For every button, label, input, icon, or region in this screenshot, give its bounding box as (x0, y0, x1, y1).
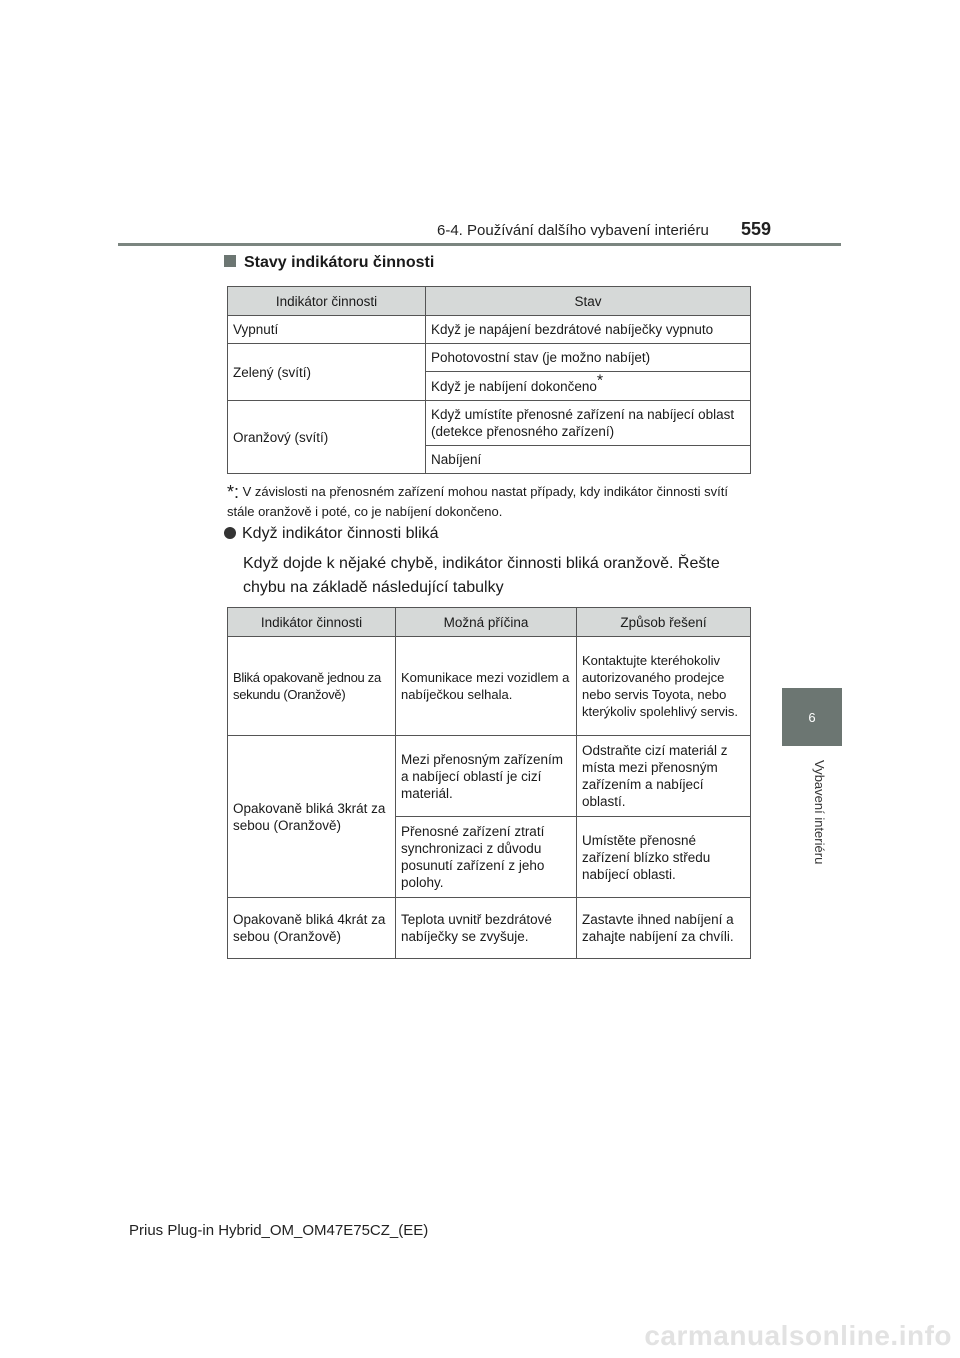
cell-indicator-green: Zelený (svítí) (228, 344, 426, 401)
header-section-title: 6-4. Používání dalšího vybavení interiéru (437, 222, 709, 239)
cell-state-green-standby: Pohotovostní stav (je možno nabíjet) (426, 344, 751, 372)
chapter-number: 6 (808, 709, 816, 725)
bullet-paragraph: Když dojde k nějaké chybě, indikátor činnosti bliká oranžově. Řešte chybu na základě následující tabulky (243, 555, 720, 596)
footnote-asterisk: * (596, 372, 604, 389)
chapter-label: Vybavení interiéru (812, 760, 827, 865)
table-row (228, 316, 751, 344)
table-header-row (228, 608, 751, 637)
table-row (228, 736, 751, 817)
cell-cause-lost-sync: Přenosné zařízení ztratí synchronizaci z důvodu posunutí zařízení z jeho polohy. (396, 817, 577, 898)
footnote (227, 482, 757, 522)
bullet-heading-text: Když indikátor činnosti bliká (242, 525, 439, 542)
watermark: carmanualsonline.info (644, 1320, 952, 1351)
cell-cause-foreign-material: Mezi přenosným zařízením a nabíjecí oblastí je cizí materiál. (396, 736, 577, 817)
cell-cause-communication: Komunikace mezi vozidlem a nabíječkou selhala. (396, 637, 577, 736)
footnote-mark: *: (227, 482, 240, 502)
section-heading-text: Stavy indikátoru činnosti (244, 254, 435, 271)
cell-indicator-off: Vypnutí (228, 316, 426, 344)
cell-state-orange-charging: Nabíjení (426, 446, 751, 474)
cell-solution-stop-charging: Zastavte ihned nabíjení a zahajte nabíjení za chvíli. (577, 898, 751, 959)
table-row (228, 898, 751, 959)
bullet-heading (224, 525, 439, 543)
column-header-cause: Možná příčina (396, 608, 577, 637)
section-heading (224, 254, 434, 272)
cell-state-green-complete (426, 372, 751, 401)
table-row (228, 344, 751, 372)
cell-solution-contact: Kontaktujte kteréhokoliv autorizovaného prodejce nebo servis Toyota, nebo kterýkoliv spolehlivý servis. (577, 637, 751, 736)
cell-indicator-three-times: Opakovaně bliká 3krát za sebou (Oranžově) (228, 736, 396, 898)
cell-state-off: Když je napájení bezdrátové nabíječky vypnuto (426, 316, 751, 344)
blinking-indicator-table (227, 607, 751, 959)
cell-cause-temperature: Teplota uvnitř bezdrátové nabíječky se zvyšuje. (396, 898, 577, 959)
chapter-tab (782, 688, 842, 746)
cell-indicator-four-times: Opakovaně bliká 4krát za sebou (Oranžově) (228, 898, 396, 959)
header-divider (118, 243, 841, 246)
table-row (228, 401, 751, 446)
cell-indicator-once: Bliká opakovaně jednou za sekundu (Oranžově) (228, 637, 396, 736)
cell-solution-remove-material: Odstraňte cizí materiál z místa mezi přenosným zařízením a nabíjecí oblastí. (577, 736, 751, 817)
table-header-row (228, 287, 751, 316)
cell-solution-center-device: Umístěte přenosné zařízení blízko středu nabíjecí oblasti. (577, 817, 751, 898)
column-header-indicator: Indikátor činnosti (228, 287, 426, 316)
square-bullet-icon (224, 255, 236, 267)
table-row (228, 637, 751, 736)
column-header-state: Stav (426, 287, 751, 316)
indicator-state-table (227, 286, 751, 474)
circle-bullet-icon (224, 527, 236, 539)
column-header-indicator: Indikátor činnosti (228, 608, 396, 637)
cell-state-green-complete-text: Když je nabíjení dokončeno (431, 378, 597, 394)
footnote-text: V závislosti na přenosném zařízení mohou nastat případy, kdy indikátor činnosti svítí stále oranžově i poté, co je nabíjení dokončeno. (227, 484, 728, 519)
column-header-solution: Způsob řešení (577, 608, 751, 637)
cell-indicator-orange: Oranžový (svítí) (228, 401, 426, 474)
page-number: 559 (741, 219, 772, 239)
footer-document-id: Prius Plug-in Hybrid_OM_OM47E75CZ_(EE) (129, 1222, 429, 1239)
cell-state-orange-detect: Když umístíte přenosné zařízení na nabíjecí oblast (detekce přenosného zařízení) (426, 401, 751, 446)
